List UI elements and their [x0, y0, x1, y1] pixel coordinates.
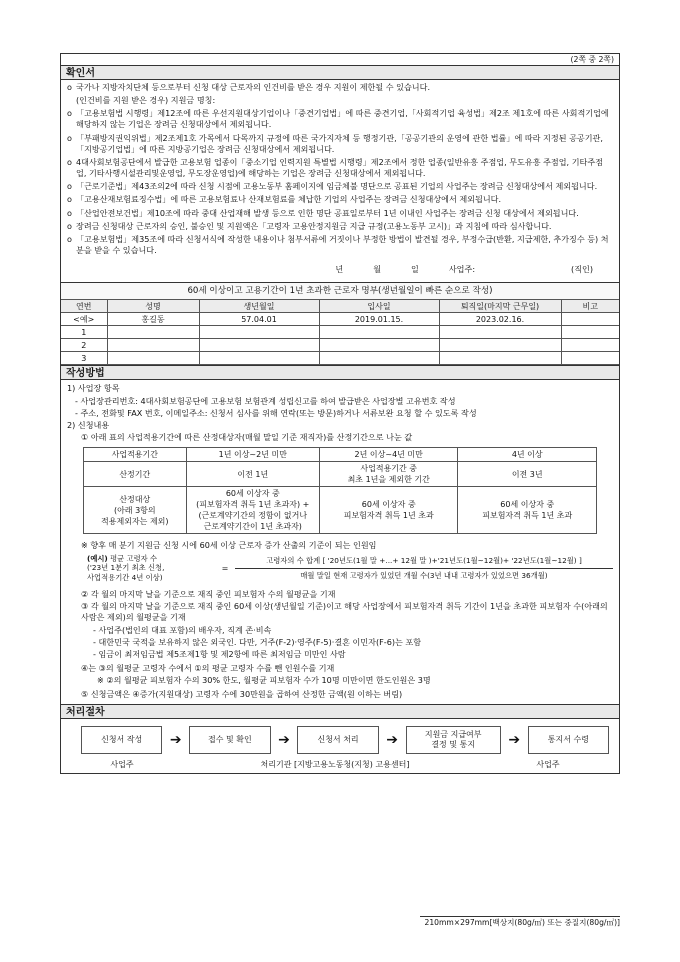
table-row	[84, 448, 597, 462]
table-cell: 4년 이상	[458, 448, 597, 462]
list-item: o 4대사회보험공단에서 발급한 고용보험 업종이「중소기업 인력지원 특별법 시행령」제2조에서 정한 업종(일반유흥 주점업, 무도유흥 주점업, 기타주점업, 기타사행시설관리및운영업, 무도장운영업)에 해당하는 기업은 장려금 신청대상에서 제외됩니다.	[67, 156, 603, 179]
list-item: o 「고용보험법 시행령」제12조에 따른 우선지원대상기업이나「중견기업법」에 따른 중견기업,「사회적기업 육성법」제2조 제1호에 따른 사회적기업에 해당하지 않는 기업은 장려금 신청대상에서 제외됩니다.	[67, 108, 609, 130]
table-row	[61, 326, 619, 339]
employer-label: 사업주:	[448, 264, 476, 275]
table-cell	[439, 339, 561, 352]
list-item: o 「산업안전보건법」제10조에 따라 중대 산업재해 발생 등으로 인한 명단 공표일로부터 1년 이내인 사업주는 장려금 신청 대상에서 제외됩니다.	[67, 207, 579, 218]
instruction-line: ② 각 월의 마지막 날을 기준으로 재직 중인 피보험자 수의 월평균을 기재	[81, 589, 336, 600]
arrow-right-icon: ➔	[278, 731, 290, 748]
table-row	[84, 462, 597, 487]
equals-sign: =	[221, 562, 229, 573]
table-cell	[107, 326, 199, 339]
instruction-line: ③ 각 월의 마지막 날을 기준으로 재직 중인 60세 이상(생년월일 기준)이고 해당 사업장에서 피보험자격 취득 기간이 1년을 초과한 피보험자 수(아래의 사람은 제외)의 월평균을 기재	[81, 601, 608, 623]
list-item: o 국가나 지방자치단체 등으로부터 신청 대상 근로자의 인건비를 받은 경우 지원이 제한될 수 있습니다.	[67, 82, 431, 92]
table-cell	[561, 352, 619, 365]
step-box: 신청서 작성	[81, 726, 162, 754]
arrow-right-icon: ➔	[508, 731, 521, 748]
numerator: 고령자의 수 합계 [ '20년도(1월 말 +...+ 12월 말 )+'21년도(1월~12월)+ '22년도(1월~12월) ]	[235, 556, 613, 569]
instruction-subline: - 사업주(법인의 대표 포함)의 배우자, 직계 존·비속	[93, 624, 272, 635]
table-cell	[319, 339, 439, 352]
employee-table-title: 60세 이상이고 고용기간이 1년 초과한 근로자 명부(생년월일이 빠른 순으로 작성)	[61, 282, 619, 299]
month-label: 월	[373, 264, 382, 275]
table-cell	[199, 339, 319, 352]
table-cell: 60세 이상자 중 피보험자격 취득 1년 초과	[319, 487, 458, 534]
table-cell	[319, 352, 439, 365]
table-cell: 2	[61, 339, 107, 352]
table-cell: 산정대상 (아래 3항의 적용제외자는 제외)	[84, 487, 187, 534]
table-cell	[439, 326, 561, 339]
column-header: 퇴직일(마지막 근무일)	[439, 300, 561, 313]
table-cell	[107, 352, 199, 365]
process-heading: 처리절차	[61, 704, 619, 719]
confirmation-section	[61, 80, 619, 282]
table-cell: 2023.02.16.	[439, 313, 561, 326]
table-row	[84, 487, 597, 534]
table-cell	[439, 352, 561, 365]
column-header: 생년월일	[199, 300, 319, 313]
table-row	[61, 313, 619, 326]
step-box: 지원금 지급여부 결정 및 통지	[406, 726, 501, 754]
note-line: ※ 향후 매 분기 지원금 신청 시에 60세 이상 근로자 증가 산출의 기준이 되는 인원임	[81, 540, 377, 551]
column-header: 입사일	[319, 300, 439, 313]
table-cell	[319, 326, 439, 339]
example-formula: (예시) 평균 고령자 수 ('23년 1분기 최초 신청, 사업적용기간 4년 이상) = 고령자의 수 합계 [ '20년도(1월 말 +...+ 12월 말 )+'21년도(1월~12월)+ '22년도(1월~12월) ] 매월 말일 현재 고령자가 있었던 개월 수(3년 내내 고령자가 있었으면 36개월)	[87, 554, 613, 584]
table-cell	[561, 313, 619, 326]
arrow-right-icon: ➔	[386, 731, 399, 748]
table-cell: 1	[61, 326, 107, 339]
table-cell: 사업적용기간 중 최초 1년을 제외한 기간	[319, 462, 458, 487]
step-box: 접수 및 확인	[189, 726, 270, 754]
table-cell: 2019.01.15.	[319, 313, 439, 326]
year-label: 년	[335, 264, 344, 275]
confirmation-heading: 확인서	[61, 65, 619, 80]
list-item: o 「고용산재보험료징수법」에 따른 고용보험료나 산재보험료를 체납한 기업의 사업주는 장려금 신청대상에서 제외됩니다.	[67, 194, 502, 205]
process-roles	[61, 756, 619, 773]
page-indicator: (2쪽 중 2쪽)	[570, 55, 614, 64]
step-box: 신청서 처리	[297, 726, 378, 754]
instruction-subline: - 임금이 최저임금법 제5조제1항 및 제2항에 따른 최저임금 미만인 사람	[93, 648, 346, 659]
table-cell: 사업적용기간	[84, 448, 187, 462]
table-cell: 60세 이상자 중 피보험자격 취득 1년 초과	[458, 487, 597, 534]
column-header: 연번	[61, 300, 107, 313]
table-cell: 이전 1년	[186, 462, 319, 487]
column-header: 비고	[561, 300, 619, 313]
table-row	[61, 339, 619, 352]
column-header: 성명	[107, 300, 199, 313]
denominator: 매월 말일 현재 고령자가 있었던 개월 수(3년 내내 고령자가 있었으면 36개월)	[300, 570, 548, 580]
list-item: o 「부패방지권익위법」제2조제1호 가목에서 다목까지 규정에 따른 국가지자체 등 행정기관,「공공기관의 운영에 관한 법률」에 따라 지정된 공공기관,「지방공기업법」에 따른 지방공기업은 장려금 신청대상에서 제외됩니다.	[67, 132, 603, 154]
section-1-title: 1) 사업장 항목	[67, 383, 120, 394]
table-cell: 홍길동	[107, 313, 199, 326]
subsidy-name-line: (인건비를 지원 받은 경우) 지원금 명칭:	[76, 95, 216, 106]
table-cell	[199, 352, 319, 365]
table-cell: 3	[61, 352, 107, 365]
table-row	[61, 352, 619, 365]
table-cell	[561, 339, 619, 352]
table-cell: 1년 이상~2년 미만	[186, 448, 319, 462]
role-label: 처리기관 [지방고용노동청(지청) 고용센터]	[260, 760, 410, 770]
day-label: 일	[411, 264, 419, 275]
list-item: o 「근로기준법」제43조의2에 따라 신청 시점에 고용노동부 홈페이지에 임금체불 명단으로 공표된 기업의 사업주는 장려금 신청대상에서 제외됩니다.	[67, 181, 598, 192]
document-page	[60, 53, 620, 774]
table-cell	[561, 326, 619, 339]
instructions-heading: 작성방법	[61, 365, 619, 380]
step-box: 통지서 수령	[528, 726, 609, 754]
instruction-line: ④는 ③의 월평균 고령자 수에서 ①의 평균 고령자 수를 뺀 인원수를 기재	[81, 662, 335, 673]
table-cell: 57.04.01	[199, 313, 319, 326]
section-2-title: 2) 신청내용	[67, 419, 110, 430]
instruction-line: - 사업장관리번호: 4대사회보험공단에 고용보험 보험관계 성립신고를 하여 발급받은 사업장별 고유번호 작성	[75, 395, 456, 406]
table-cell: 산정기간	[84, 462, 187, 487]
table-cell: 2년 이상~4년 미만	[319, 448, 458, 462]
example-label: (예시)	[87, 553, 108, 563]
instruction-line: ① 아래 표의 사업적용기간에 따른 산정대상자(매월 말일 기준 재직자)를 산정기간으로 나눈 값	[81, 431, 413, 442]
role-label: 사업주	[536, 760, 560, 770]
paper-spec: 210mm×297mm[백상지(80g/㎡) 또는 중질지(80g/㎡)]	[420, 916, 620, 928]
table-cell: <예>	[61, 313, 107, 326]
instruction-line: - 주소, 전화및 FAX 번호, 이메일주소: 신청서 심사를 위해 연락(또는 방문)하거나 서류보완 요청 할 수 있도록 작성	[75, 407, 477, 418]
employee-table	[61, 299, 619, 365]
instructions-section	[61, 380, 619, 704]
instruction-subline: - 대한민국 국적을 보유하지 않은 외국인. 다만, 거주(F-2)·영주(F-5)·결혼 이민자(F-6)는 포함	[93, 636, 422, 647]
note-line: ※ ②의 월평균 피보험자 수의 30% 한도, 월평균 피보험자 수가 10명 미만이면 한도인원은 3명	[97, 675, 431, 686]
process-flow	[61, 719, 619, 756]
fraction	[235, 556, 613, 581]
signature-line	[67, 258, 613, 279]
period-table	[83, 447, 597, 534]
table-cell: 이전 3년	[458, 462, 597, 487]
arrow-right-icon: ➔	[169, 731, 182, 748]
instruction-line: ⑤ 신청금액은 ④증가(지원대상) 고령자 수에 30만원을 곱하여 산정한 금액(원 이하는 버림)	[81, 689, 403, 700]
table-cell	[107, 339, 199, 352]
table-cell	[199, 326, 319, 339]
list-item: o 「고용보험법」제35조에 따라 신청서식에 작성한 내용이나 첨부서류에 거짓이나 부정한 방법이 발견될 경우, 부정수급(반환, 지급제한, 추가징수 등) 처분을 받을 수 있습니다.	[67, 233, 609, 256]
list-item: o 장려금 신청대상 근로자의 승인, 불승인 및 지원액은「고령자 고용안정지원금 지급 규정(고용노동부 고시)」과 지침에 따라 심사합니다.	[67, 220, 552, 231]
role-label: 사업주	[110, 760, 134, 770]
seal-label: (직인)	[571, 264, 593, 275]
table-cell: 60세 이상자 중 (피보험자격 취득 1년 초과자) + (근로계약기간의 정함이 없거나 근로계약기간이 1년 초과자)	[186, 487, 319, 534]
